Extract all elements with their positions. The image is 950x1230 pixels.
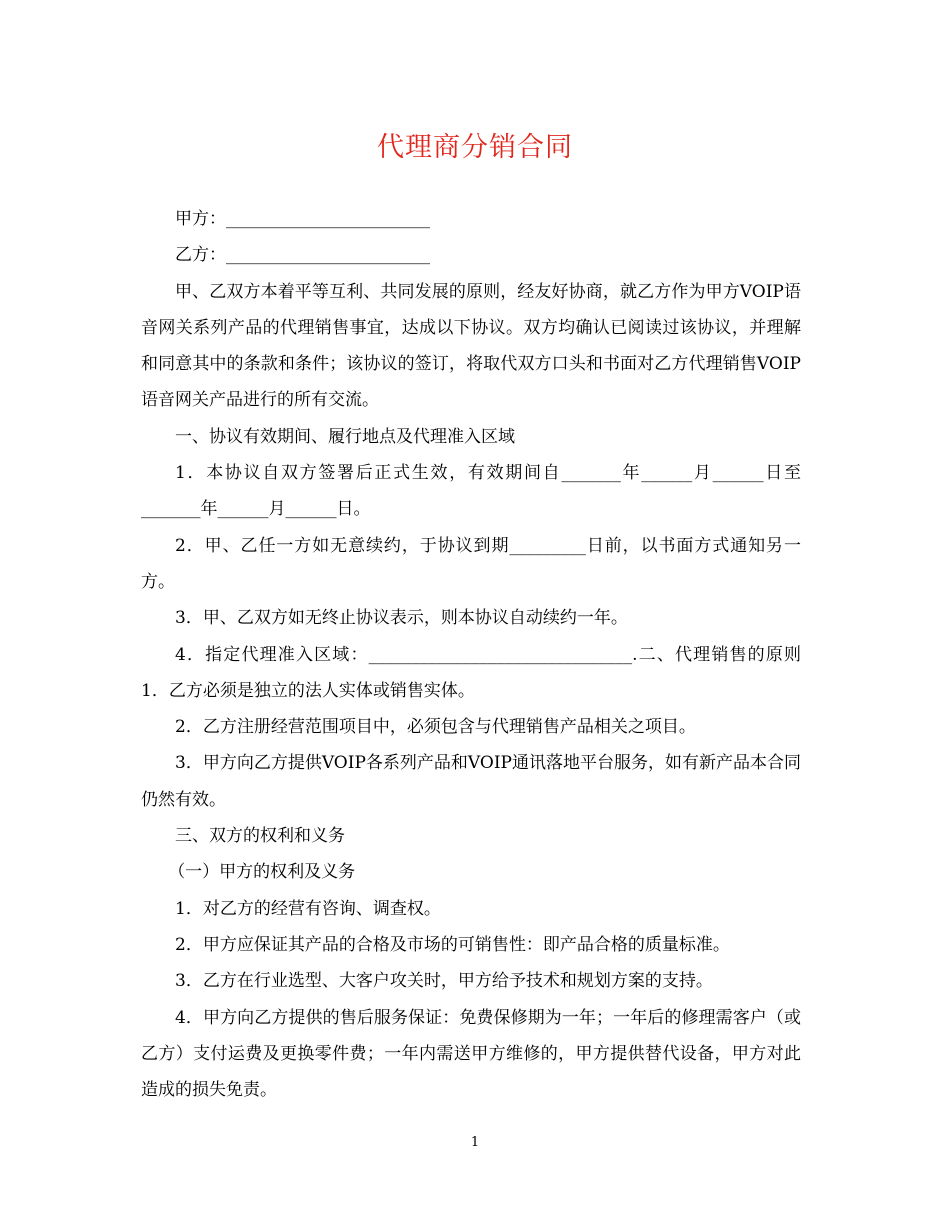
section-heading-1: 一、协议有效期间、履行地点及代理准入区域 xyxy=(175,426,515,447)
clause-2-2: 2．乙方注册经营范围项目中，必须包含与代理销售产品相关之项目。 xyxy=(175,717,696,738)
clause-1-4: 4．指定代理准入区域：_______________________________.二、代理销售的原则1．乙方必须是独立的法人实体或销售实体。 xyxy=(141,644,801,701)
clause-3-1-2: 2．甲方应保证其产品的合格及市场的可销售性：即产品合格的质量标准。 xyxy=(175,934,730,955)
clause-2-3: 3．甲方向乙方提供VOIP各系列产品和VOIP通讯落地平台服务，如有新产品本合同仍然有效。 xyxy=(141,753,801,810)
party-a-line: 甲方：________________________ xyxy=(175,209,430,229)
clause-1-2: 2．甲、乙任一方如无意续约，于协议到期_________日前，以书面方式通知另一方。 xyxy=(141,535,801,592)
clause-3-1-1: 1．对乙方的经营有咨询、调查权。 xyxy=(175,898,441,919)
subsection-heading-3-1: （一）甲方的权利及义务 xyxy=(168,862,356,883)
clause-1-1: 1．本协议自双方签署后正式生效，有效期间自_______年______月______日至_______年______月______日。 xyxy=(141,463,801,520)
section-heading-3: 三、双方的权利和义务 xyxy=(175,826,345,847)
document-title: 代理商分销合同 xyxy=(377,132,573,163)
page-number: 1 xyxy=(470,1135,480,1150)
party-b-line: 乙方：________________________ xyxy=(175,245,430,266)
document-body xyxy=(141,201,801,1108)
clause-3-1-4: 4．甲方向乙方提供的售后服务保证：免费保修期为一年；一年后的修理需客户（或乙方）支付运费及更换零件费；一年内需送甲方维修的，甲方提供替代设备，甲方对此造成的损失免责。 xyxy=(141,1007,801,1101)
preamble-paragraph: 甲、乙双方本着平等互利、共同发展的原则，经友好协商，就乙方作为甲方VOIP语音网关系列产品的代理销售事宜，达成以下协议。双方均确认已阅读过该协议，并理解和同意其中的条款和条件；该协议的签订，将取代双方口头和书面对乙方代理销售VOIP语音网关产品进行的所有交流。 xyxy=(141,281,801,411)
clause-3-1-3: 3．乙方在行业选型、大客户攻关时，甲方给予技术和规划方案的支持。 xyxy=(175,971,713,992)
clause-1-3: 3．甲、乙双方如无终止协议表示，则本协议自动续约一年。 xyxy=(175,608,628,629)
